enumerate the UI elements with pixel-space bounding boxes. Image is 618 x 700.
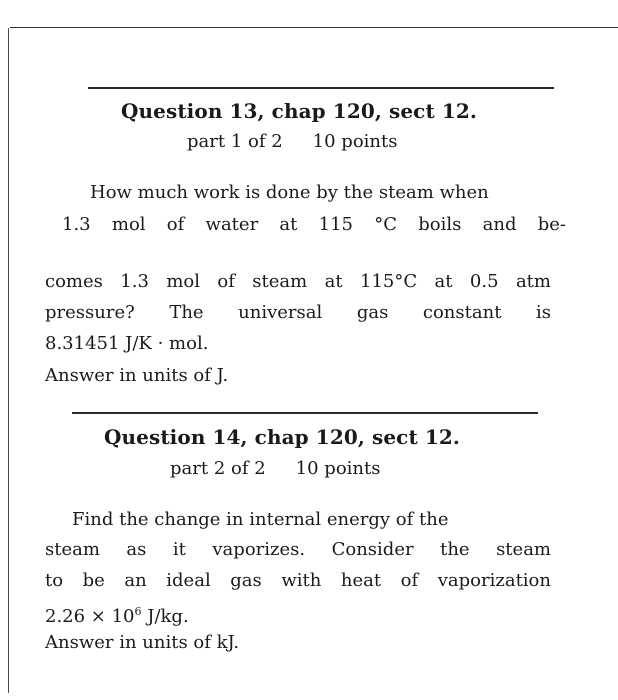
question-13-line-5: 8.31451 J/K · mol. [45,333,209,354]
question-14-line-1: Find the change in internal energy of the [72,509,449,530]
formula-exponent: 6 [134,605,142,618]
question-14-line-2: steam as it vaporizes. Consider the steam [45,539,551,560]
question-13-points: 10 points [312,131,398,152]
question-13-part: part 1 of 2 [187,131,283,152]
question-13-part-line [187,131,397,152]
page-left-edge [8,28,9,693]
question-14-formula [45,601,189,628]
formula-mantissa: 2.26 × 10 [45,606,135,627]
page-top-rule [10,27,618,28]
question-14-line-3: to be an ideal gas with heat of vaporization [45,570,551,591]
question-14-part: part 2 of 2 [170,458,266,479]
question-13-rule [88,87,554,89]
question-13-answer: Answer in units of J. [45,365,229,386]
question-14-heading: Question 14, chap 120, sect 12. [104,425,460,449]
question-14-points: 10 points [295,458,381,479]
question-13-heading: Question 13, chap 120, sect 12. [121,99,477,123]
question-13-line-4: pressure? The universal gas constant is [45,302,551,323]
question-14-part-line [170,458,380,479]
question-13-line-1: How much work is done by the steam when [90,182,489,203]
question-13-line-2: 1.3 mol of water at 115 °C boils and be- [62,214,566,235]
formula-unit: J/kg. [141,606,189,627]
question-14-rule [72,412,538,414]
question-14-answer: Answer in units of kJ. [45,632,240,653]
question-13-line-3: comes 1.3 mol of steam at 115°C at 0.5 atm [45,271,551,292]
